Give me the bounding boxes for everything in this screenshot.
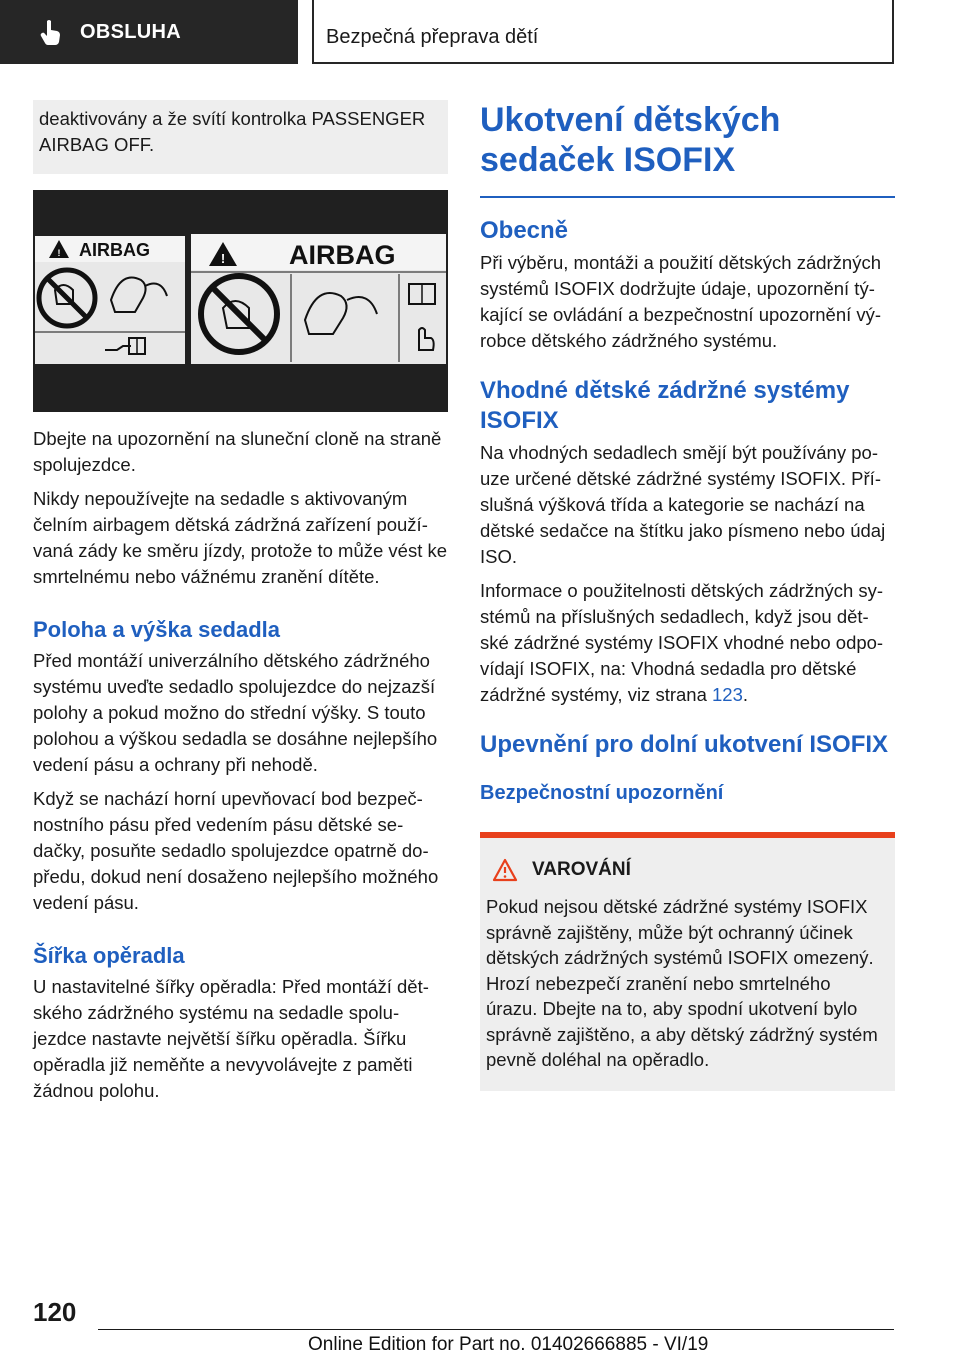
paragraph-usability-info <box>480 578 895 708</box>
heading-safety-notes: Bezpečnostní upozornění <box>480 782 724 804</box>
hand-pointer-icon <box>40 19 66 45</box>
heading-lower-anchorage: Upevnění pro dolní ukotvení ISOFIX <box>480 731 889 758</box>
continued-note-box: deaktivovány a že svítí kontrolka PASSENGER AIRBAG OFF. <box>33 100 448 174</box>
usability-end: . <box>742 684 749 705</box>
warning-title: VAROVÁNÍ <box>532 859 631 880</box>
page-header-title: Bezpečná přeprava dětí <box>312 0 894 64</box>
heading-suitable-systems: Vhodné dětské zádržné systémy ISOFIX <box>480 377 850 434</box>
page-reference-link[interactable]: 123 <box>712 684 743 705</box>
svg-text:!: ! <box>220 251 226 266</box>
page-number: 120 <box>33 1297 77 1327</box>
heading-backrest-width: Šířka opěradla <box>33 943 185 968</box>
paragraph-general: Při výběru, montáži a použití dětských zádržných systémů ISOFIX dodržujte údaje, upozornění tý‐kající se ovládání a bezpečnostní upozornění vý‐robce dětského zádržného systému. <box>480 252 882 351</box>
heading-seat-position: Poloha a výška sedadla <box>33 617 281 642</box>
footer-divider <box>98 1329 894 1330</box>
heading-general: Obecně <box>480 217 569 244</box>
paragraph-backrest-width: U nastavitelné šířky opěradla: Před montáží dět‐ského zádržného systému na sedadle spolu‐jezdce nastavte největší šířku opěradla. Šířku opěradla již neměňte a nevyvolávejte z paměti žádnou polohu. <box>33 976 429 1101</box>
warning-text: Pokud nejsou dětské zádržné systémy ISOFIX správně zajištěny, může být ochranný účinek dětských zádržných systémů ISOFIX omezený. Hrozí nebezpečí zranění nebo smrtelného úrazu. Dbejte na to, aby spodní ukotvení bylo správně zajištěno, a aby dětský zádržný systém pevně doléhal na opěradlo. <box>486 896 878 1070</box>
heading-divider <box>480 196 895 198</box>
paragraph-belt-anchor: Když se nachází horní upevňovací bod bezpeč‐nostního pásu před vedením pásu dětské se‐dačky, posuňte sedadlo spolujezdce opatrně do‐předu, dokud není dosaženo nejlepšího možného vedení pásu. <box>33 788 439 913</box>
warning-triangle-icon <box>492 858 518 882</box>
paragraph-seat-position: Před montáží univerzálního dětského zádržného systému uveďte sedadlo spolujezdce do nejzazší polohy a pokud možno do střední výšky. S touto polohou a výškou sedadla se dosáhne nejlepšího vedení pásu a ochrany při nehodě. <box>33 650 438 775</box>
edition-footer: Online Edition for Part no. 01402666885 - VI/19 <box>308 1334 709 1355</box>
airbag-warning-label-image <box>33 190 448 412</box>
section-tab <box>0 0 298 64</box>
paragraph-suitable-seats: Na vhodných sedadlech smějí být používány po‐uze určené dětské zádržné systémy ISOFIX. Pří‐slušná výšková třída a kategorie se nachází na dětské sedačce na štítku jako písmeno nebo údaj ISO. <box>480 442 886 567</box>
warning-box <box>480 832 895 1091</box>
airbag-label-small: AIRBAG <box>79 240 150 260</box>
usability-text: Informace o použitelnosti dětských zádržných sy‐stémů na příslušných sedadlech, když jsou dět‐ské zádržné systémy ISOFIX vhodné nebo odpo‐vídají ISOFIX, na: Vhodná sedadla pro dětské zádržné systémy, viz strana <box>480 580 884 705</box>
svg-text:!: ! <box>57 248 61 258</box>
paragraph-sun-visor: Dbejte na upozornění na sluneční cloně na straně spolujezdce. <box>33 428 442 475</box>
airbag-label-large: AIRBAG <box>289 240 396 270</box>
left-column <box>33 100 448 1112</box>
chapter-heading: Ukotvení dětských sedaček ISOFIX <box>480 101 781 179</box>
section-label: OBSLUHA <box>80 20 181 43</box>
paragraph-never-use: Nikdy nepoužívejte na sedadle s aktivovaným čelním airbagem dětská zádržná zařízení použí‐vaná zády ke směru jízdy, protože to může vést ke smrtelnému nebo vážnému zranění dítěte. <box>33 488 448 587</box>
right-column <box>480 100 895 1091</box>
